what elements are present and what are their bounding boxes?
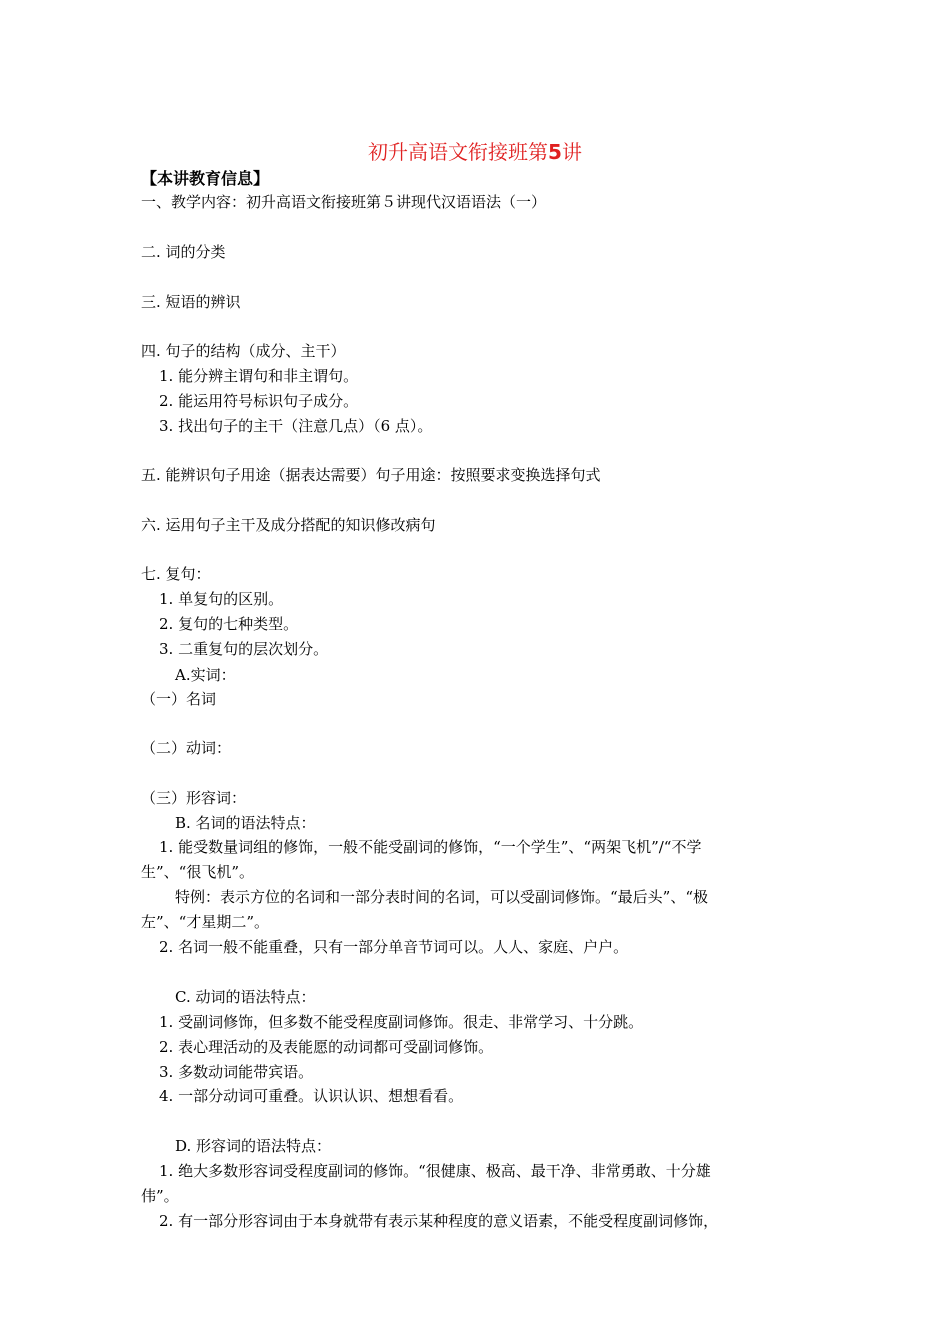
content-line-teaching: 一、教学内容：初升高语文衔接班第５讲现代汉语语法（一） — [141, 193, 547, 211]
list-item: 3. 多数动词能带宾语。 — [159, 1063, 314, 1081]
list-item: 1. 绝大多数形容词受程度副词的修饰。“很健康、极高、最干净、非常勇敢、十分雄 — [159, 1162, 711, 1180]
subheading-noun-features: B. 名词的语法特点： — [175, 814, 316, 832]
subheading-verb-features: C. 动词的语法特点： — [175, 988, 316, 1006]
subheading-content-words: A.实词： — [175, 666, 236, 684]
section-complex-sentences: 七. 复句： — [141, 565, 211, 583]
list-item: 2. 复句的七种类型。 — [159, 615, 299, 633]
list-item: 2. 名词一般不能重叠，只有一部分单音节词可以。人人、家庭、户户。 — [159, 938, 629, 956]
item-adjective: （三）形容词： — [141, 789, 247, 807]
section-sentence-structure: 四. 句子的结构（成分、主干） — [141, 342, 346, 360]
list-item: 1. 受副词修饰，但多数不能受程度副词修饰。很走、非常学习、十分跳。 — [159, 1013, 644, 1031]
list-item: 1. 单复句的区别。 — [159, 590, 284, 608]
list-item-continued: 生”、“很飞机”。 — [141, 863, 255, 881]
list-item: 3. 二重复句的层次划分。 — [159, 640, 329, 658]
list-item: 3. 找出句子的主干（注意几点）（6 点）。 — [159, 417, 433, 435]
item-noun: （一）名词 — [141, 690, 217, 708]
section-sentence-use: 五. 能辨识句子用途（据表达需要）句子用途：按照要求变换选择句式 — [141, 466, 601, 484]
list-item: 2. 有一部分形容词由于本身就带有表示某种程度的意义语素，不能受程度副词修饰， — [159, 1212, 719, 1230]
list-item: 2. 表心理活动的及表能愿的动词都可受副词修饰。 — [159, 1038, 494, 1056]
document-title — [0, 139, 950, 165]
title-suffix: 讲 — [561, 140, 582, 164]
section-sentence-correction: 六. 运用句子主干及成分搭配的知识修改病句 — [141, 516, 436, 534]
section-word-classes: 二. 词的分类 — [141, 243, 226, 261]
title-text: 初升高语文衔接班第 — [368, 140, 549, 164]
title-number: 5 — [548, 140, 562, 164]
subheading-adjective-features: D. 形容词的语法特点： — [175, 1137, 332, 1155]
list-item: 4. 一部分动词可重叠。认识认识、想想看看。 — [159, 1087, 464, 1105]
item-verb: （二）动词： — [141, 739, 232, 757]
list-item-continued: 伟”。 — [141, 1187, 179, 1205]
section-phrases: 三. 短语的辨识 — [141, 293, 241, 311]
list-item: 1. 能受数量词组的修饰，一般不能受副词的修饰，“一个学生”、“两架飞机”/“不学 — [159, 838, 702, 856]
list-item: 1. 能分辨主谓句和非主谓句。 — [159, 367, 359, 385]
special-case-line: 特例：表示方位的名词和一部分表时间的名词，可以受副词修饰。“最后头”、“极 — [175, 888, 709, 906]
special-case-continued: 左”、“才星期二”。 — [141, 913, 270, 931]
info-heading: 【本讲教育信息】 — [141, 169, 270, 188]
list-item: 2. 能运用符号标识句子成分。 — [159, 392, 359, 410]
